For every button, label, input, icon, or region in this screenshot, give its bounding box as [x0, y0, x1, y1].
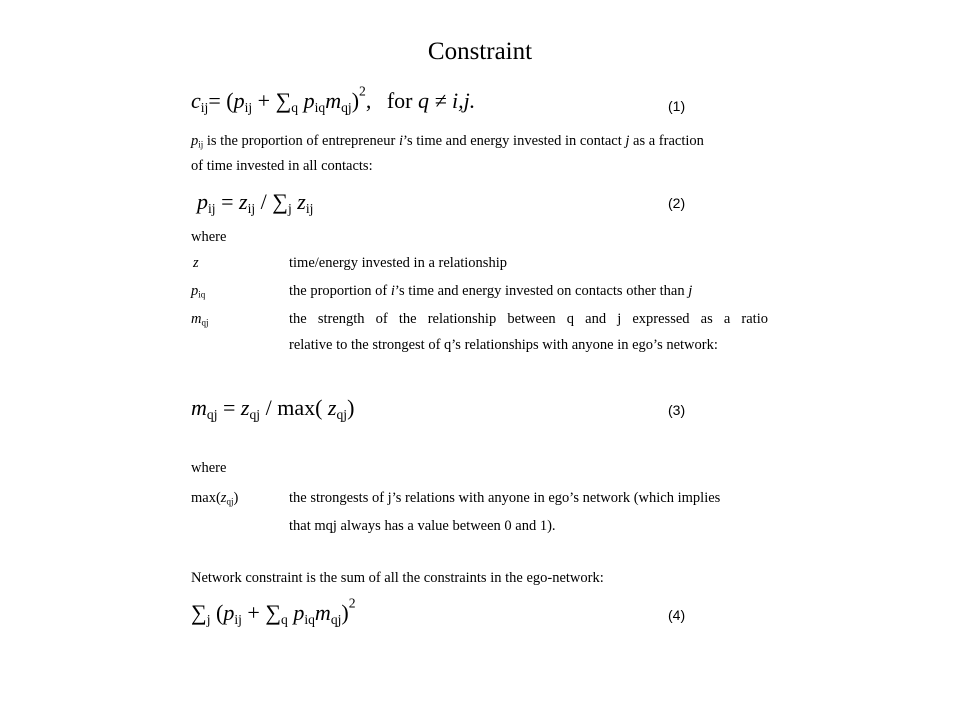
- eq1-comma: ,: [365, 88, 372, 113]
- eq1-c-sub: ij: [200, 100, 209, 116]
- symbol-max-close: ): [233, 490, 239, 506]
- eq3-m-sub: qj: [206, 407, 218, 423]
- eq1-condition: q ≠ i,j.: [417, 88, 476, 113]
- definition-i: i: [398, 133, 403, 149]
- eq1-for: for: [386, 88, 418, 113]
- eq2-p-sub: ij: [208, 201, 216, 217]
- eq1-plus: +: [252, 88, 276, 113]
- desc-m-qj-line-1: the strength of the relationship between q and j expressed as a ratio: [289, 311, 768, 327]
- desc-p-iq-j: j: [688, 283, 693, 299]
- desc-p-iq: [289, 281, 692, 301]
- symbol-max-z: z: [220, 490, 227, 506]
- symbol-max-sub: qj: [226, 496, 234, 507]
- eq2-z2-sub: ij: [305, 201, 314, 217]
- eq4-sum2: ∑: [265, 600, 281, 625]
- eq2-sum-sub: j: [287, 201, 292, 217]
- eq2-z-sub: ij: [247, 201, 256, 217]
- equation-2-number: (2): [668, 195, 686, 211]
- definition-text-c: as a fraction: [629, 133, 704, 149]
- eq1-equals: = (: [208, 88, 234, 113]
- eq4-plus: +: [241, 600, 266, 625]
- eq4-sum: ∑: [191, 600, 207, 625]
- desc-max-line-1: the strongests of j’s relations with anyone in ego’s network (which implies: [289, 490, 721, 506]
- equation-1: [191, 83, 476, 116]
- network-constraint-text: Network constraint is the sum of all the constraints in the ego-network:: [191, 570, 604, 586]
- page-title: Constraint: [427, 38, 533, 65]
- eq1-square: 2: [359, 83, 366, 99]
- eq2-z: z: [239, 189, 248, 214]
- symbol-max-open: max(: [191, 490, 221, 506]
- eq1-p2-sub: iq: [314, 100, 326, 116]
- where-label-2: where: [191, 460, 227, 476]
- desc-p-iq-b: ’s time and energy invested on contacts other than: [394, 283, 689, 299]
- equation-4: [191, 595, 356, 628]
- symbol-z: [193, 253, 199, 273]
- symbol-max-z-qj: [191, 488, 238, 508]
- eq2-z2: z: [291, 189, 306, 214]
- eq1-p2: p: [298, 88, 315, 113]
- definition-p-ij-line-1: [191, 131, 704, 151]
- eq1-sum-sub: q: [291, 100, 299, 116]
- eq2-equals: =: [215, 189, 239, 214]
- eq4-sum2-sub: q: [281, 612, 288, 628]
- desc-max-line-2: that mqj always has a value between 0 and 1).: [289, 518, 556, 534]
- eq4-p-sub: ij: [234, 612, 242, 628]
- p-ij-symbol-sub: ij: [198, 139, 204, 150]
- eq3-z2: z: [322, 395, 337, 420]
- eq1-close: ): [351, 88, 360, 113]
- p-ij-symbol: p: [191, 133, 199, 149]
- equation-1-number: (1): [668, 98, 686, 114]
- eq4-p2-sub: iq: [304, 612, 315, 628]
- where-label-1: where: [191, 229, 227, 245]
- eq3-z-sub: qj: [249, 407, 261, 423]
- eq1-p-sub: ij: [244, 100, 253, 116]
- eq4-m: m: [314, 600, 331, 625]
- eq1-sum: ∑: [275, 88, 292, 113]
- eq4-close: ): [341, 600, 349, 625]
- eq3-equals: =: [217, 395, 241, 420]
- symbol-m-qj-text: m: [191, 311, 202, 327]
- symbol-z-text: z: [193, 255, 199, 271]
- equation-3: [191, 393, 354, 423]
- desc-p-iq-a: the proportion of: [289, 283, 391, 299]
- symbol-p-iq: [191, 281, 205, 301]
- eq3-max: / max(: [260, 395, 323, 420]
- eq3-z2-sub: qj: [336, 407, 348, 423]
- equation-2: [197, 187, 313, 217]
- eq2-p: p: [197, 189, 208, 214]
- eq3-close: ): [347, 395, 355, 420]
- equation-3-number: (3): [668, 402, 686, 418]
- eq1-c: c: [191, 88, 201, 113]
- eq3-z: z: [240, 395, 250, 420]
- eq1-m-sub: qj: [341, 100, 352, 116]
- desc-z: time/energy invested in a relationship: [289, 255, 507, 271]
- eq1-p: p: [233, 88, 245, 113]
- definition-j: j: [625, 133, 630, 149]
- eq3-m: m: [191, 395, 207, 420]
- equation-4-number: (4): [668, 607, 686, 623]
- definition-p-ij-line-2: of time invested in all contacts:: [191, 158, 373, 174]
- definition-text-a: is the proportion of entrepreneur: [203, 133, 399, 149]
- symbol-p-iq-sub: iq: [198, 289, 206, 300]
- desc-p-iq-i: i: [390, 283, 395, 299]
- desc-m-qj-line-2: relative to the strongest of q’s relationships with anyone in ego’s network:: [289, 337, 718, 353]
- eq4-p: p: [223, 600, 235, 625]
- eq4-square: 2: [348, 595, 356, 611]
- eq4-open: (: [210, 600, 224, 625]
- eq2-slash: /: [255, 189, 273, 214]
- symbol-p-iq-text: p: [191, 283, 199, 299]
- eq4-sum-sub: j: [206, 612, 211, 628]
- eq4-m-sub: qj: [330, 612, 342, 628]
- eq2-sum: ∑: [272, 189, 288, 214]
- symbol-m-qj-sub: qj: [201, 317, 209, 328]
- eq1-m: m: [325, 88, 342, 113]
- eq4-p2: p: [287, 600, 305, 625]
- symbol-m-qj: [191, 309, 208, 329]
- definition-text-b: ’s time and energy invested in contact: [402, 133, 626, 149]
